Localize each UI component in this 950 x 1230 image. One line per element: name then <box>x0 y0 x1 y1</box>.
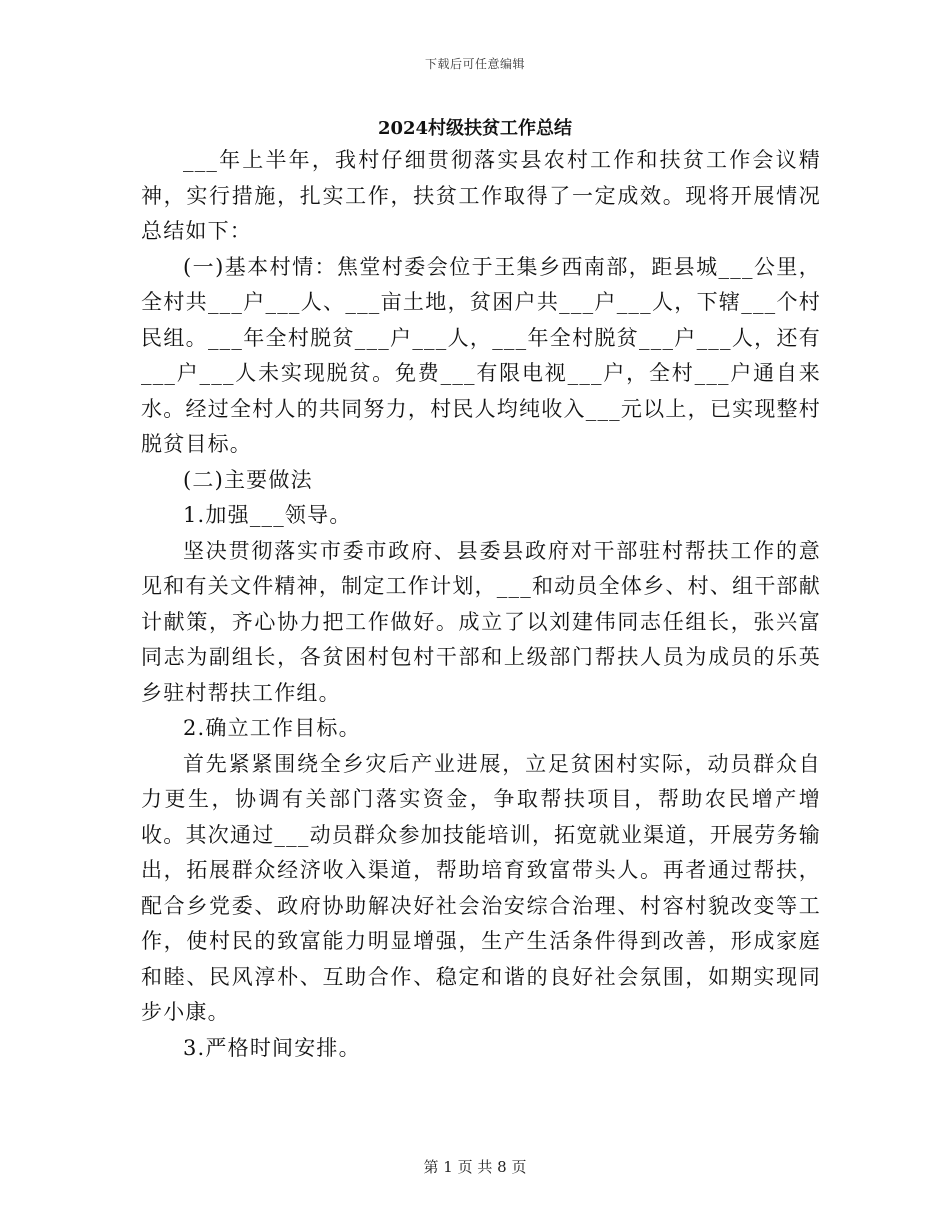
header-note: 下载后可任意编辑 <box>424 57 525 71</box>
document-body <box>141 143 821 1066</box>
intro-paragraph: ___年上半年，我村仔细贯彻落实县农村工作和扶贫工作会议精神，实行措施，扎实工作，扶贫工作取得了一定成效。现将开展情况总结如下： <box>141 148 821 243</box>
basic-info-paragraph: (一)基本村情：焦堂村委会位于王集乡西南部，距县城___公里，全村共___户___人、___亩土地，贫困户共___户___人，下辖___个村民组。___年全村脱贫___户___人，___年全村脱贫___户___人，还有___户___人未实现脱贫。免费___有限电视___户，全村___户通自来水。经过全村人的共同努力，村民人均纯收入___元以上，已实现整村脱贫目标。 <box>141 254 821 456</box>
item-paragraph-2: 首先紧紧围绕全乡灾后产业进展，立足贫困村实际，动员群众自力更生，协调有关部门落实资金，争取帮扶项目，帮助农民增产增收。其次通过___动员群众参加技能培训，拓宽就业渠道，开展劳务输出，拓展群众经济收入渠道，帮助培育致富带头人。再者通过帮扶，配合乡党委、政府协助解决好社会治安综合治理、村容村貌改变等工作，使村民的致富能力明显增强，生产生活条件得到改善，形成家庭和睦、民风淳朴、互助合作、稳定和谐的良好社会氛围，如期实现同步小康。 <box>141 751 821 1024</box>
item-heading-1: 1.加强___领导。 <box>183 503 352 527</box>
item-heading-3: 3.严格时间安排。 <box>183 1035 361 1060</box>
item-paragraph-1: 坚决贯彻落实市委市政府、县委县政府对干部驻村帮扶工作的意见和有关文件精神，制定工作计划，___和动员全体乡、村、组干部献计献策，齐心协力把工作做好。成立了以刘建伟同志任组长，张兴富同志为副组长，各贫困村包村干部和上级部门帮扶人员为成员的乐英乡驻村帮扶工作组。 <box>141 538 821 705</box>
section-heading-main-methods: (二)主要做法 <box>183 467 313 492</box>
page-number: 第 1 页 共 8 页 <box>423 1158 527 1176</box>
item-heading-2: 2.确立工作目标。 <box>183 716 361 740</box>
document-title: 2024村级扶贫工作总结 <box>377 118 573 139</box>
